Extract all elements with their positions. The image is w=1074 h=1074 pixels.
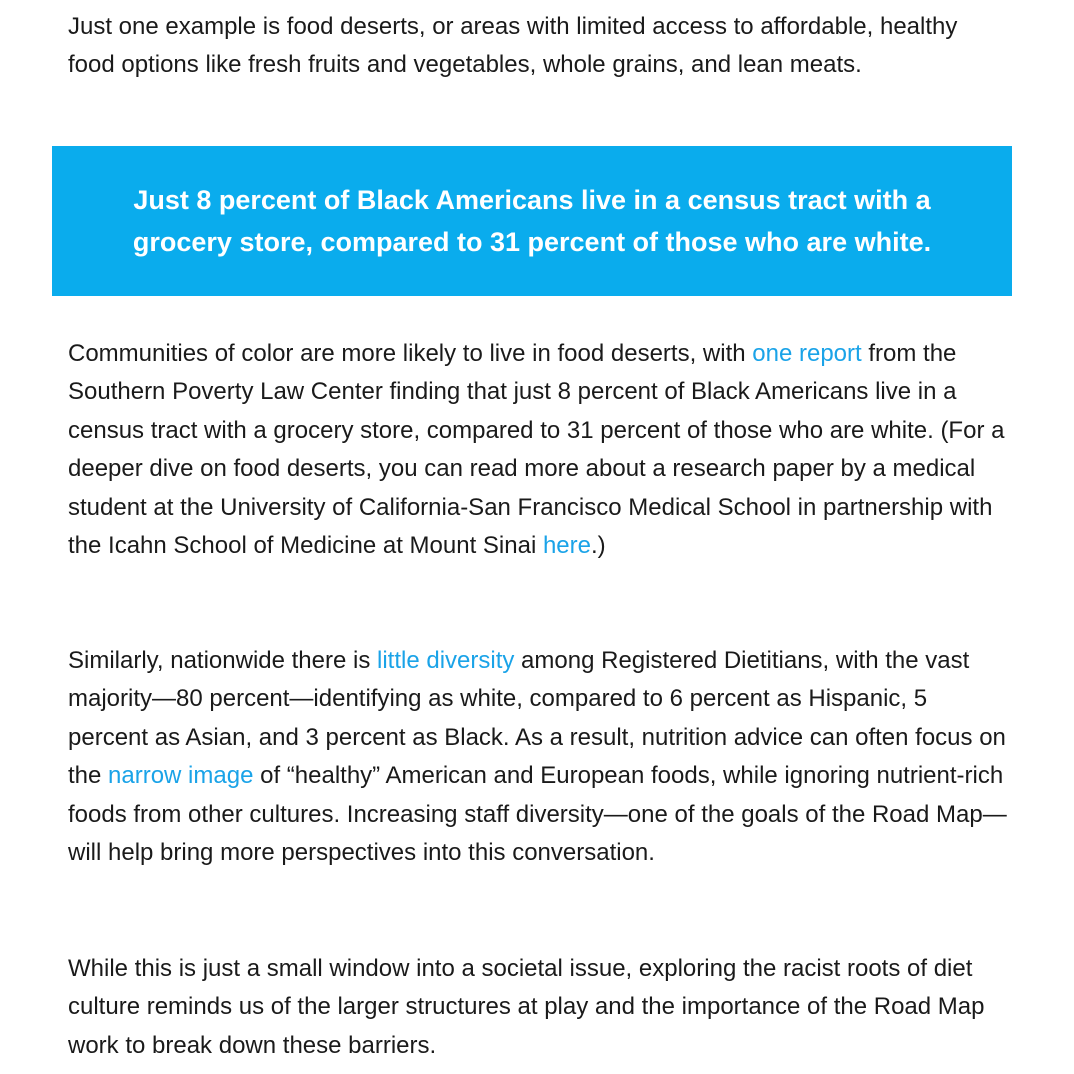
- little-diversity-link[interactable]: little diversity: [377, 647, 515, 674]
- paragraph-dietitian-diversity: [68, 642, 1008, 872]
- paragraph-conclusion: [68, 950, 1008, 1065]
- pull-quote-callout: [52, 146, 1012, 296]
- paragraph-text-segment: .): [591, 532, 606, 560]
- paragraph-text-segment: Communities of color are more likely to live in food deserts, with: [68, 340, 753, 367]
- paragraph-text: While this is just a small window into a societal issue, exploring the racist roots of diet culture reminds us of the larger structures at play and the importance of the Road Map work to break down these barriers.: [68, 955, 985, 1059]
- pull-quote-line-1: Just 8 percent of Black Americans live in a census tract with a: [133, 185, 931, 215]
- narrow-image-link[interactable]: narrow image: [108, 762, 254, 790]
- pull-quote-line-2: grocery store, compared to 31 percent of those who are white.: [132, 227, 932, 257]
- paragraph-text-segment: Similarly, nationwide there is: [68, 647, 378, 674]
- paragraph-text-segment: of “healthy” American and European foods, while ignoring nutrient-rich foods from other cultures. Increasing staff diversity—one of the goals of the Road Map—will help bring more perspectives into this conversation.: [68, 762, 1007, 867]
- one-report-link[interactable]: one report: [752, 340, 862, 367]
- paragraph-food-deserts-intro: [68, 8, 1008, 85]
- pull-quote-text: [92, 179, 972, 263]
- paragraph-text-segment: from the Southern Poverty Law Center finding that just 8 percent of Black Americans live in a census tract with a grocery store, compared to 31 percent of those who are white. (For a deeper dive on food deserts, you can read more about a research paper by a medical student at the University of California-San Francisco Medical School in partnership with the Icahn School of Medicine at Mount Sinai: [68, 340, 1005, 560]
- paragraph-text: Just one example is food deserts, or areas with limited access to affordable, healthy food options like fresh fruits and vegetables, whole grains, and lean meats.: [68, 13, 958, 79]
- here-link[interactable]: here: [542, 532, 591, 560]
- paragraph-communities-of-color: [68, 335, 1008, 565]
- paragraph-text-segment: among Registered Dietitians, with the vast majority—80 percent—identifying as white, compared to 6 percent as Hispanic, 5 percent as Asian, and 3 percent as Black. As a result, nutrition advice can often focus on the: [68, 647, 1006, 790]
